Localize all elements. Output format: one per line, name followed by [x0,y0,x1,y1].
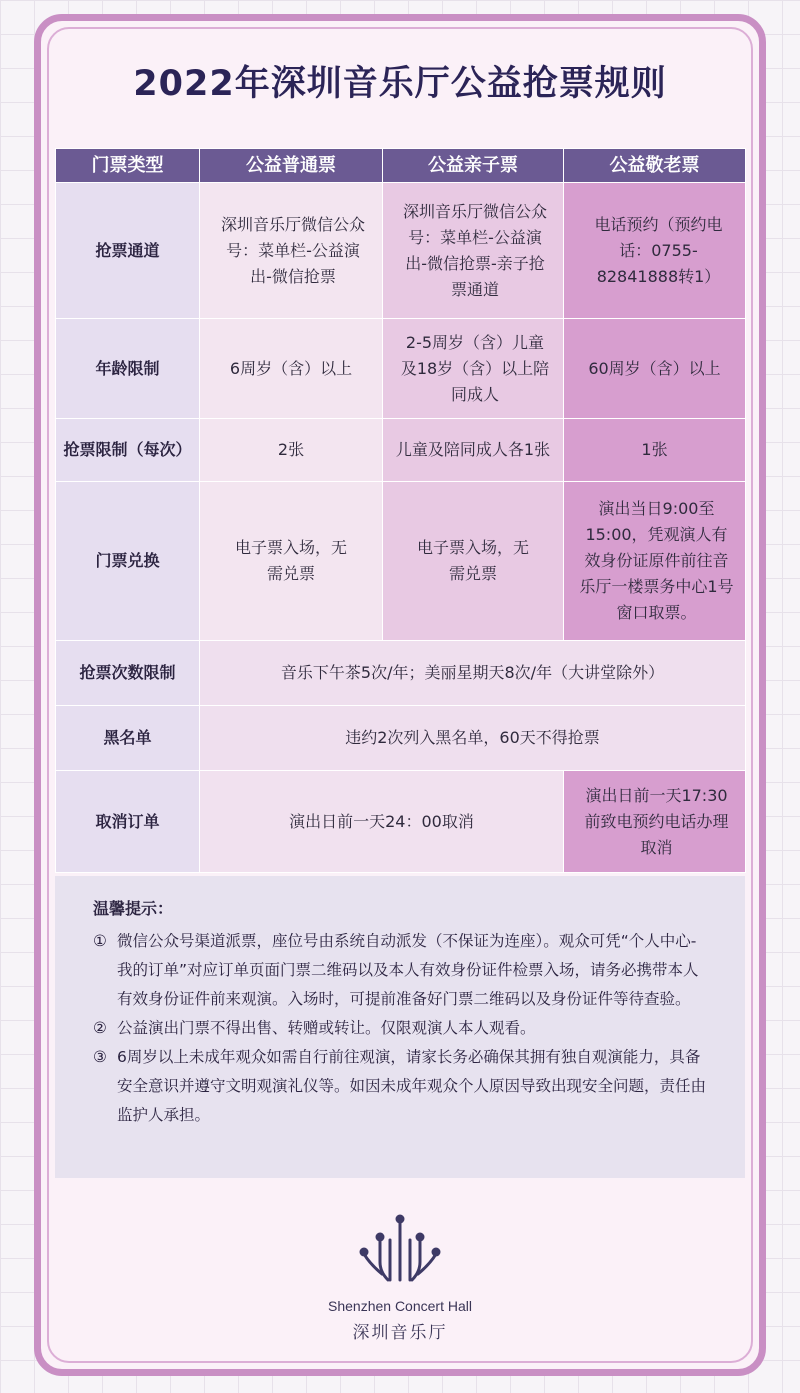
note-item [93,1014,707,1043]
notes-panel [55,876,745,1178]
cell-regular-family: 演出日前一天24：00取消 [200,771,564,873]
note-number: ② [93,1019,107,1037]
row-label: 抢票通道 [56,183,200,319]
header-regular-ticket: 公益普通票 [200,149,383,183]
table-row-channel [56,183,746,319]
note-number: ③ [93,1048,107,1066]
logo-chinese-name: 深圳音乐厅 [352,1323,448,1343]
table-row-blacklist [56,706,746,771]
cell-regular: 深圳音乐厅微信公众号：菜单栏-公益演出-微信抢票 [200,183,383,319]
note-text: 6周岁以上未成年观众如需自行前往观演，请家长务必确保其拥有独自观演能力，具备安全意识并遵守文明观演礼仪等。如因未成年观众个人原因导致出现安全问题，责任由监护人承担。 [117,1048,707,1124]
cell-senior: 演出日前一天17:30前致电预约电话办理取消 [564,771,746,873]
rules-table [55,148,746,873]
cell-family: 儿童及陪同成人各1张 [383,419,564,482]
row-label: 黑名单 [56,706,200,771]
page-title: 2022年深圳音乐厅公益抢票规则 [133,64,667,104]
header-family-ticket: 公益亲子票 [383,149,564,183]
header-senior-ticket: 公益敬老票 [564,149,746,183]
cell-senior: 1张 [564,419,746,482]
row-label: 抢票次数限制 [56,641,200,706]
note-text: 微信公众号渠道派票，座位号由系统自动派发（不保证为连座）。观众可凭“个人中心-我的订单”对应订单页面门票二维码以及本人有效身份证件检票入场，请务必携带本人有效身份证件前来观演。入场时，可提前准备好门票二维码以及身份证件等待查验。 [117,932,699,1008]
cell-family: 2-5周岁（含）儿童及18岁（含）以上陪同成人 [383,319,564,419]
logo-english-name: Shenzhen Concert Hall [328,1298,472,1314]
table-row-age [56,319,746,419]
concert-hall-logo-icon [352,1210,448,1288]
table-header-row [56,149,746,183]
table-row-times [56,641,746,706]
notes-title: 温馨提示： [93,899,174,918]
table-row-limit [56,419,746,482]
cell-senior: 演出当日9:00至15:00，凭观演人有效身份证原件前往音乐厅一楼票务中心1号窗口取票。 [564,482,746,641]
table-row-exchange [56,482,746,641]
cell-regular: 6周岁（含）以上 [200,319,383,419]
row-label: 取消订单 [56,771,200,873]
row-label: 年龄限制 [56,319,200,419]
cell-senior: 60周岁（含）以上 [564,319,746,419]
row-label: 抢票限制（每次） [56,419,200,482]
note-text: 公益演出门票不得出售、转赠或转让。仅限观演人本人观看。 [117,1019,536,1037]
cell-regular: 2张 [200,419,383,482]
cell-all: 音乐下午茶5次/年；美丽星期天8次/年（大讲堂除外） [200,641,746,706]
note-number: ① [93,932,107,950]
note-item [93,927,707,1014]
concert-hall-logo [0,1210,800,1343]
cell-family: 深圳音乐厅微信公众号：菜单栏-公益演出-微信抢票-亲子抢票通道 [383,183,564,319]
cell-all: 违约2次列入黑名单，60天不得抢票 [200,706,746,771]
cell-family: 电子票入场，无需兑票 [383,482,564,641]
cell-regular: 电子票入场，无需兑票 [200,482,383,641]
row-label: 门票兑换 [56,482,200,641]
table-row-cancel [56,771,746,873]
note-item [93,1043,707,1130]
header-ticket-type: 门票类型 [56,149,200,183]
cell-senior: 电话预约（预约电话：0755-82841888转1） [564,183,746,319]
